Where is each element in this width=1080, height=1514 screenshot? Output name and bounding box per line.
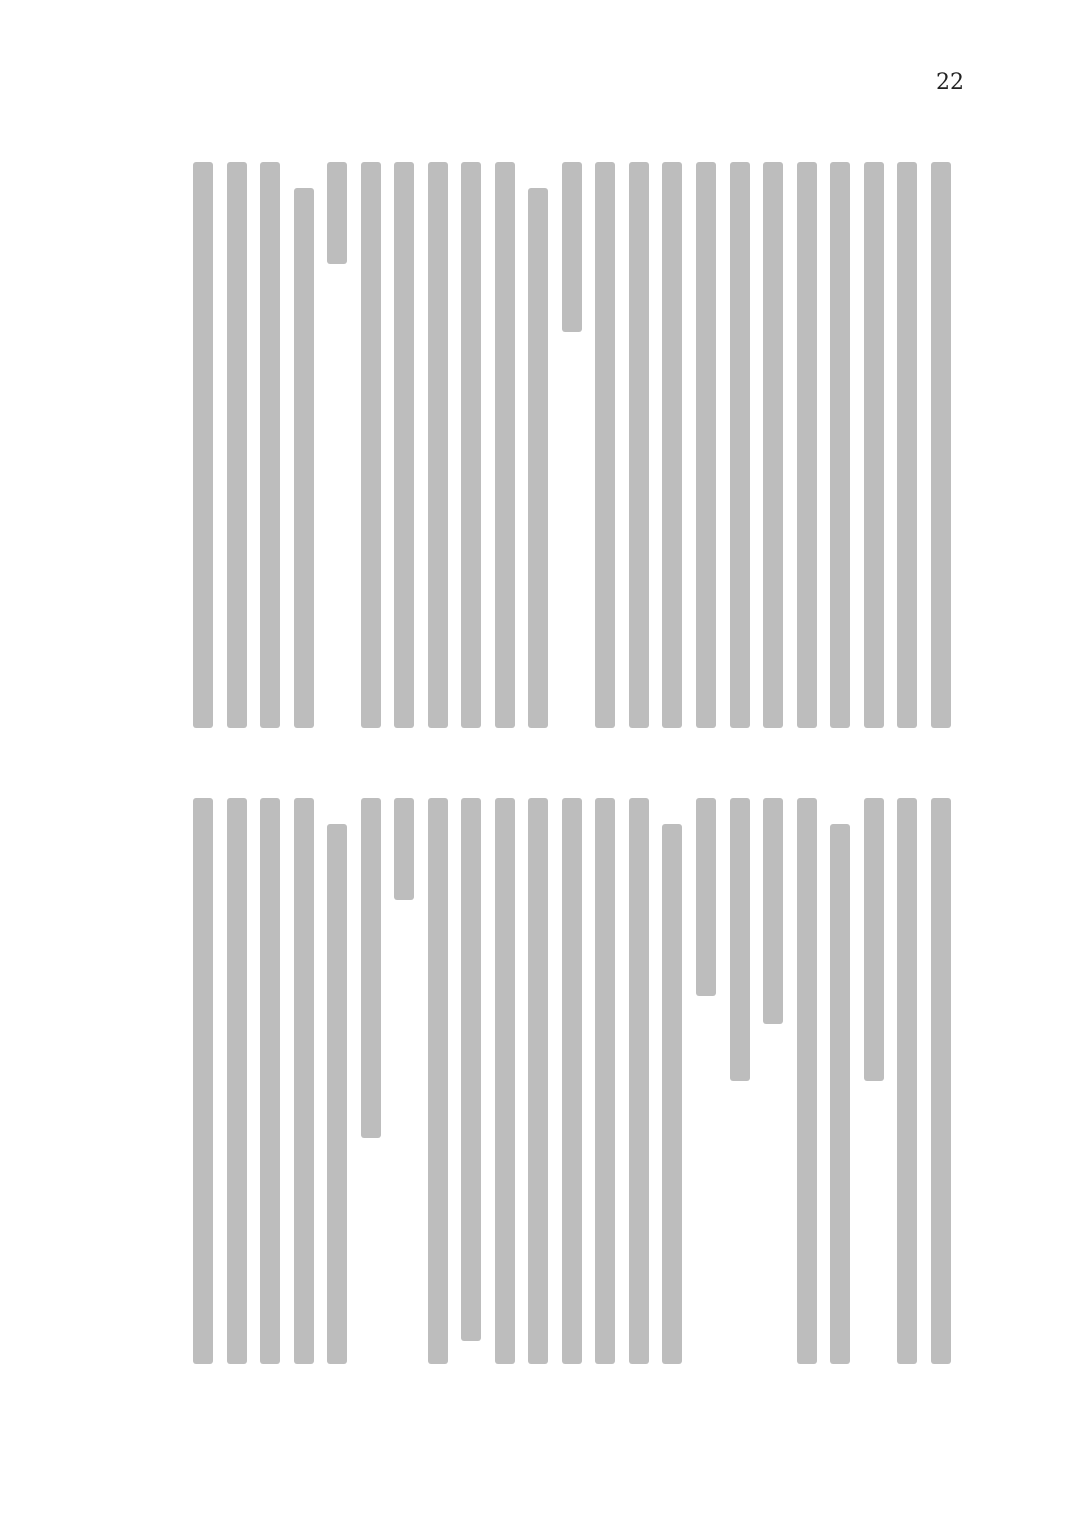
- text-column: [594, 162, 616, 732]
- redacted-text-line: [260, 162, 280, 728]
- redacted-text-line: [428, 162, 448, 728]
- text-column: [896, 798, 918, 1368]
- redacted-text-line: [931, 162, 951, 728]
- text-column: [796, 798, 818, 1368]
- redacted-text-line: [763, 162, 783, 728]
- text-column: [460, 798, 482, 1368]
- redacted-text-line: [931, 798, 951, 1364]
- text-column: [930, 798, 952, 1368]
- redacted-text-line: [528, 798, 548, 1364]
- text-column: [661, 798, 683, 1368]
- redacted-text-line: [763, 798, 783, 1024]
- redacted-text-line: [696, 162, 716, 728]
- text-column: [259, 798, 281, 1368]
- text-column: [661, 162, 683, 732]
- redacted-text-line: [864, 162, 884, 728]
- redacted-text-line: [193, 798, 213, 1364]
- text-column: [829, 162, 851, 732]
- text-column: [427, 162, 449, 732]
- redacted-text-line: [864, 798, 884, 1081]
- redacted-text-line: [227, 798, 247, 1364]
- redacted-text-line: [562, 162, 582, 332]
- text-column: [427, 798, 449, 1368]
- text-column: [594, 798, 616, 1368]
- redacted-text-line: [394, 798, 414, 900]
- text-block-top: [192, 162, 952, 732]
- redacted-text-line: [495, 798, 515, 1364]
- text-column: [729, 798, 751, 1368]
- redacted-text-line: [227, 162, 247, 728]
- text-column: [695, 162, 717, 732]
- redacted-text-line: [629, 162, 649, 728]
- redacted-text-line: [662, 824, 682, 1364]
- text-column: [561, 162, 583, 732]
- redacted-text-line: [361, 798, 381, 1138]
- text-column: [226, 162, 248, 732]
- redacted-text-line: [629, 798, 649, 1364]
- redacted-text-line: [461, 162, 481, 728]
- text-column: [259, 162, 281, 732]
- redacted-text-line: [461, 798, 481, 1341]
- text-column: [527, 162, 549, 732]
- redacted-text-line: [361, 162, 381, 728]
- redacted-text-line: [193, 162, 213, 728]
- redacted-text-line: [730, 162, 750, 728]
- redacted-text-line: [294, 188, 314, 728]
- text-column: [527, 798, 549, 1368]
- text-column: [393, 798, 415, 1368]
- text-column: [494, 798, 516, 1368]
- redacted-text-line: [897, 798, 917, 1364]
- page-number: 22: [936, 70, 964, 95]
- redacted-text-line: [394, 162, 414, 728]
- redacted-text-line: [830, 162, 850, 728]
- redacted-text-line: [830, 824, 850, 1364]
- text-column: [896, 162, 918, 732]
- redacted-text-line: [797, 162, 817, 728]
- text-column: [829, 798, 851, 1368]
- redacted-text-line: [595, 798, 615, 1364]
- text-column: [628, 798, 650, 1368]
- text-column: [695, 798, 717, 1368]
- text-column: [192, 798, 214, 1368]
- text-column: [293, 162, 315, 732]
- text-column: [460, 162, 482, 732]
- redacted-text-line: [730, 798, 750, 1081]
- text-column: [863, 798, 885, 1368]
- text-column: [561, 798, 583, 1368]
- text-column: [360, 162, 382, 732]
- redacted-text-line: [428, 798, 448, 1364]
- redacted-text-line: [327, 162, 347, 264]
- redacted-text-line: [528, 188, 548, 728]
- redacted-text-line: [495, 162, 515, 728]
- text-column: [863, 162, 885, 732]
- text-column: [293, 798, 315, 1368]
- text-column: [360, 798, 382, 1368]
- text-column: [192, 162, 214, 732]
- text-block-bottom: [192, 798, 952, 1368]
- redacted-text-line: [562, 798, 582, 1364]
- text-column: [326, 798, 348, 1368]
- text-column: [796, 162, 818, 732]
- redacted-text-line: [327, 824, 347, 1364]
- redacted-text-line: [696, 798, 716, 996]
- redacted-text-line: [595, 162, 615, 728]
- text-column: [494, 162, 516, 732]
- text-column: [729, 162, 751, 732]
- redacted-text-line: [797, 798, 817, 1364]
- text-column: [628, 162, 650, 732]
- redacted-text-line: [294, 798, 314, 1364]
- text-column: [762, 798, 784, 1368]
- text-column: [930, 162, 952, 732]
- redacted-text-line: [260, 798, 280, 1364]
- text-column: [226, 798, 248, 1368]
- text-column: [326, 162, 348, 732]
- redacted-text-line: [897, 162, 917, 728]
- text-column: [762, 162, 784, 732]
- redacted-text-line: [662, 162, 682, 728]
- text-column: [393, 162, 415, 732]
